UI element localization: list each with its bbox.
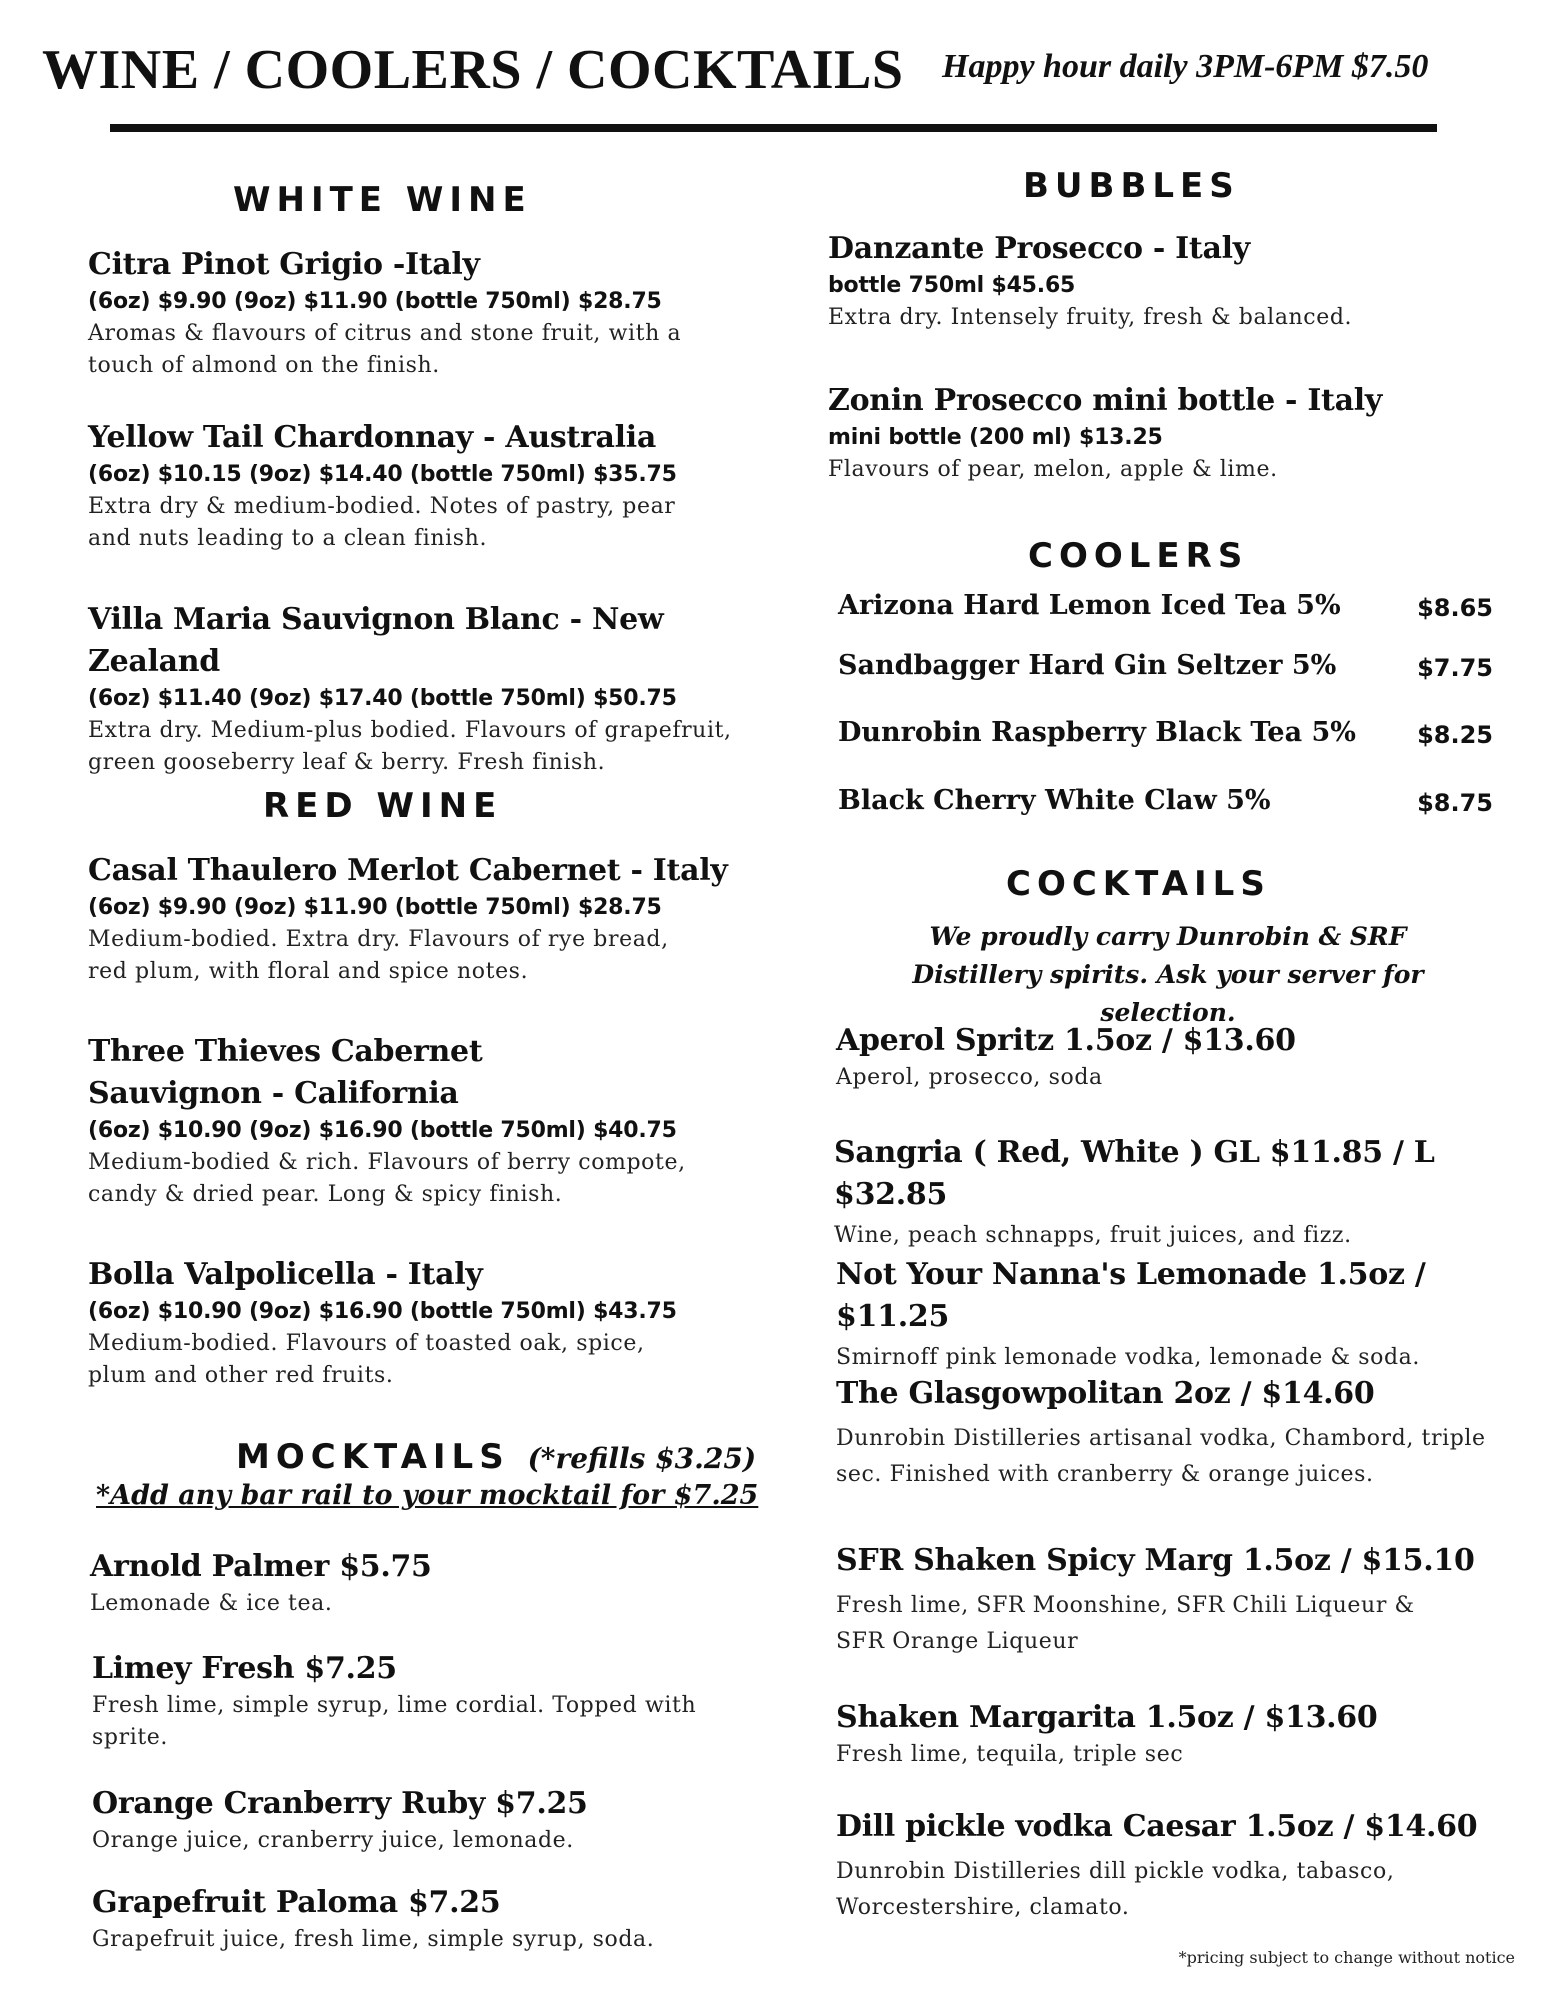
item-description: Extra dry. Medium-plus bodied. Flavours of grapefruit, green gooseberry leaf & berry. Fresh finish. xyxy=(88,718,732,775)
item-name: Bolla Valpolicella - Italy xyxy=(88,1257,483,1292)
mocktails-heading xyxy=(236,1437,756,1477)
item-description: Aperol, prosecco, soda xyxy=(836,1065,1103,1090)
menu-item xyxy=(828,228,1488,334)
item-name: Citra Pinot Grigio -Italy xyxy=(88,247,480,282)
item-description: Dunrobin Distilleries dill pickle vodka, tabasco, Worcestershire, clamato. xyxy=(836,1859,1395,1920)
menu-item xyxy=(836,1020,1496,1094)
page-title: WINE / COOLERS / COCKTAILS xyxy=(42,39,904,101)
item-description: Medium-bodied. Flavours of toasted oak, spice, plum and other red fruits. xyxy=(88,1331,645,1388)
item-name: Grapefruit Paloma $7.25 xyxy=(92,1885,501,1920)
mocktails-title: MOCKTAILS xyxy=(236,1437,510,1477)
menu-item xyxy=(88,599,768,779)
happy-hour-note: Happy hour daily 3PM-6PM $7.50 xyxy=(942,48,1429,85)
menu-item xyxy=(828,380,1488,486)
bubbles-heading: BUBBLES xyxy=(1023,166,1240,206)
item-price: (6oz) $9.90 (9oz) $11.90 (bottle 750ml) $28.75 xyxy=(88,895,662,920)
item-name: Sangria ( Red, White ) GL $11.85 / L $32.85 xyxy=(834,1135,1435,1212)
item-price: (6oz) $11.40 (9oz) $17.40 (bottle 750ml) $50.75 xyxy=(88,686,677,711)
item-description: Flavours of pear, melon, apple & lime. xyxy=(828,457,1278,482)
item-price: (6oz) $10.90 (9oz) $16.90 (bottle 750ml) $40.75 xyxy=(88,1118,677,1143)
item-name: Limey Fresh $7.25 xyxy=(92,1651,397,1686)
item-description: Medium-bodied & rich. Flavours of berry compote, candy & dried pear. Long & spicy finish. xyxy=(88,1150,686,1207)
cooler-name: Arizona Hard Lemon Iced Tea 5% xyxy=(838,590,1341,621)
item-name: Danzante Prosecco - Italy xyxy=(828,231,1250,266)
cooler-price: $8.25 xyxy=(1417,721,1493,749)
menu-item xyxy=(836,1540,1496,1660)
menu-item xyxy=(92,1783,772,1857)
cooler-price: $8.65 xyxy=(1417,594,1493,622)
menu-item xyxy=(836,1254,1496,1374)
menu-item xyxy=(92,1882,772,1956)
item-description: Grapefruit juice, fresh lime, simple syrup, soda. xyxy=(92,1927,655,1952)
cooler-price: $8.75 xyxy=(1417,789,1493,817)
item-name: Villa Maria Sauvignon Blanc - New Zealand xyxy=(88,602,664,679)
item-description: Lemonade & ice tea. xyxy=(90,1591,333,1616)
add-rail-note: *Add any bar rail to your mocktail for $7.25 xyxy=(96,1480,759,1511)
item-description: Fresh lime, simple syrup, lime cordial. Topped with sprite. xyxy=(92,1693,697,1750)
item-name: Shaken Margarita 1.5oz / $13.60 xyxy=(836,1700,1378,1735)
item-name: Yellow Tail Chardonnay - Australia xyxy=(88,420,656,455)
item-price: (6oz) $10.15 (9oz) $14.40 (bottle 750ml) $35.75 xyxy=(88,462,677,487)
menu-item xyxy=(88,1254,768,1392)
pricing-disclaimer: *pricing subject to change without notice xyxy=(1178,1948,1515,1967)
item-description: Medium-bodied. Extra dry. Flavours of rye bread, red plum, with floral and spice notes. xyxy=(88,927,669,984)
item-price: (6oz) $10.90 (9oz) $16.90 (bottle 750ml) $43.75 xyxy=(88,1299,677,1324)
item-name: Zonin Prosecco mini bottle - Italy xyxy=(828,383,1382,418)
item-name: Not Your Nanna's Lemonade 1.5oz / $11.25 xyxy=(836,1257,1426,1334)
menu-item xyxy=(92,1648,772,1754)
coolers-heading: COOLERS xyxy=(1028,536,1249,576)
item-name: The Glasgowpolitan 2oz / $14.60 xyxy=(836,1376,1375,1411)
menu-item xyxy=(88,1031,768,1211)
item-description: Extra dry & medium-bodied. Notes of pastry, pear and nuts leading to a clean finish. xyxy=(88,494,676,551)
item-description: Aromas & flavours of citrus and stone fruit, with a touch of almond on the finish. xyxy=(88,321,682,378)
item-price: (6oz) $9.90 (9oz) $11.90 (bottle 750ml) $28.75 xyxy=(88,289,662,314)
item-name: Dill pickle vodka Caesar 1.5oz / $14.60 xyxy=(836,1809,1478,1844)
menu-item xyxy=(88,417,768,555)
item-price: mini bottle (200 ml) $13.25 xyxy=(828,425,1163,450)
item-name: Three Thieves Cabernet Sauvignon - California xyxy=(88,1034,483,1111)
red-wine-heading: RED WINE xyxy=(263,786,503,826)
menu-item xyxy=(88,850,768,988)
menu-item xyxy=(836,1373,1496,1493)
item-name: Casal Thaulero Merlot Cabernet - Italy xyxy=(88,853,728,888)
item-name: Orange Cranberry Ruby $7.25 xyxy=(92,1786,588,1821)
item-description: Dunrobin Distilleries artisanal vodka, Chambord, triple sec. Finished with cranberry & orange juices. xyxy=(836,1426,1486,1487)
item-name: Arnold Palmer $5.75 xyxy=(90,1549,432,1584)
item-description: Orange juice, cranberry juice, lemonade. xyxy=(92,1828,574,1853)
menu-item xyxy=(836,1697,1496,1771)
item-price: bottle 750ml $45.65 xyxy=(828,273,1076,298)
item-description: Fresh lime, SFR Moonshine, SFR Chili Liqueur & SFR Orange Liqueur xyxy=(836,1593,1415,1654)
cooler-price: $7.75 xyxy=(1417,654,1493,682)
header-divider xyxy=(110,124,1437,132)
item-name: SFR Shaken Spicy Marg 1.5oz / $15.10 xyxy=(836,1543,1475,1578)
cocktails-note: We proudly carry Dunrobin & SRF Distillery spirits. Ask your server for selection. xyxy=(912,922,1424,1027)
cooler-name: Dunrobin Raspberry Black Tea 5% xyxy=(838,717,1356,748)
refills-note: (*refills $3.25) xyxy=(527,1442,757,1475)
white-wine-heading: WHITE WINE xyxy=(233,180,532,220)
menu-item xyxy=(836,1806,1496,1926)
cooler-name: Black Cherry White Claw 5% xyxy=(838,785,1271,816)
item-description: Wine, peach schnapps, fruit juices, and fizz. xyxy=(834,1223,1352,1248)
item-description: Fresh lime, tequila, triple sec xyxy=(836,1742,1184,1767)
menu-item xyxy=(88,244,768,382)
item-name: Aperol Spritz 1.5oz / $13.60 xyxy=(836,1023,1296,1058)
item-description: Extra dry. Intensely fruity, fresh & balanced. xyxy=(828,305,1353,330)
cocktails-heading: COCKTAILS xyxy=(1006,864,1271,904)
menu-item xyxy=(834,1132,1494,1252)
item-description: Smirnoff pink lemonade vodka, lemonade & soda. xyxy=(836,1345,1420,1370)
cooler-name: Sandbagger Hard Gin Seltzer 5% xyxy=(838,650,1337,681)
menu-item xyxy=(90,1546,770,1620)
